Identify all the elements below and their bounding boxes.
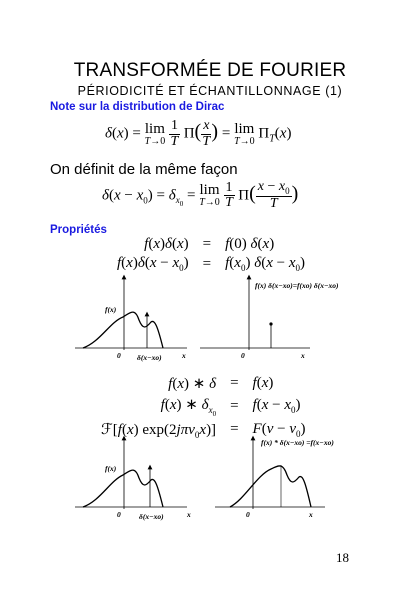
plot-left bbox=[75, 277, 187, 362]
x-label: x bbox=[187, 510, 191, 519]
x-label: x bbox=[301, 351, 305, 360]
convolution-label: f(x) * δ(x−xo) =f(x−xo) bbox=[261, 438, 334, 447]
plot-left bbox=[75, 438, 191, 521]
property-op: = bbox=[202, 236, 212, 252]
page-number: 18 bbox=[336, 550, 349, 565]
x-label: x bbox=[309, 510, 313, 519]
page-title: TRANSFORMÉE DE FOURIER bbox=[73, 60, 347, 81]
x-label: x bbox=[182, 351, 186, 360]
property-lhs: $f(x)\delta(x - x_0)$ bbox=[117, 255, 189, 273]
function-curve bbox=[83, 312, 163, 348]
plot-right bbox=[200, 277, 339, 360]
property-rhs: f(x) bbox=[252, 375, 274, 391]
property-rhs: f(0) δ(x) bbox=[225, 236, 275, 252]
property-op: = bbox=[202, 255, 212, 272]
text-definition: On définit de la même façon bbox=[50, 161, 238, 178]
property-row bbox=[96, 373, 311, 394]
property-lhs: f(x) ∗ δ bbox=[168, 376, 217, 392]
section-heading-dirac: Note sur la distribution de Dirac bbox=[50, 101, 225, 113]
equation-shifted-dirac: $\delta(x - x_0) = \delta_{x_0} = \lim$ T→0 $\frac{1}{T}$ Π( $\frac{x - x_0}{T}$ ) bbox=[102, 179, 299, 212]
f-label: f(x) bbox=[105, 305, 117, 314]
property-op: = bbox=[230, 421, 239, 438]
property-op: = bbox=[230, 375, 239, 391]
product-label: f(x) δ(x−xo)=f(xo) δ(x−xo) bbox=[255, 281, 339, 290]
f-label: f(x) bbox=[105, 464, 117, 473]
plot-right bbox=[215, 438, 334, 519]
origin-label: 0 bbox=[117, 510, 121, 519]
property-rhs: $f(x_0) \delta(x - x_0)$ bbox=[225, 255, 305, 273]
function-curve bbox=[83, 470, 163, 507]
convolution-diagram bbox=[75, 433, 365, 525]
properties-convolution-table bbox=[96, 373, 311, 441]
equation-dirac-definition: δ(x) = lim T→0 $\frac{1}{T}$ Π( $\frac{x}{T}$ ) = lim T→0 $\Pi_T(x)$ bbox=[105, 118, 292, 149]
property-row bbox=[112, 235, 310, 254]
delta-label: δ(x−xo) bbox=[139, 512, 164, 521]
product-diagram bbox=[75, 272, 365, 364]
property-row bbox=[96, 394, 311, 419]
origin-label: 0 bbox=[246, 510, 250, 519]
property-lhs: f(x) ∗ $\delta_{x_0}$ bbox=[160, 397, 217, 418]
section-heading-properties: Propriétés bbox=[50, 224, 107, 236]
origin-label: 0 bbox=[241, 351, 245, 360]
sample-point bbox=[269, 322, 272, 325]
origin-label: 0 bbox=[117, 351, 121, 360]
property-lhs: f(x)δ(x) bbox=[144, 236, 189, 252]
property-rhs: $f(x - x_0)$ bbox=[252, 397, 301, 416]
shifted-function-curve bbox=[230, 466, 311, 507]
property-row bbox=[112, 254, 310, 274]
property-lhs: ℱ[f(x) exp(2jπν$_0$x)] bbox=[101, 421, 217, 440]
page-subtitle: PÉRIODICITÉ ET ÉCHANTILLONNAGE (1) bbox=[77, 84, 343, 98]
property-rhs: $F(\nu - \nu_0)$ bbox=[252, 420, 306, 439]
property-op: = bbox=[230, 397, 239, 414]
properties-product-table bbox=[112, 235, 310, 274]
delta-label: δ(x−xo) bbox=[137, 353, 162, 362]
